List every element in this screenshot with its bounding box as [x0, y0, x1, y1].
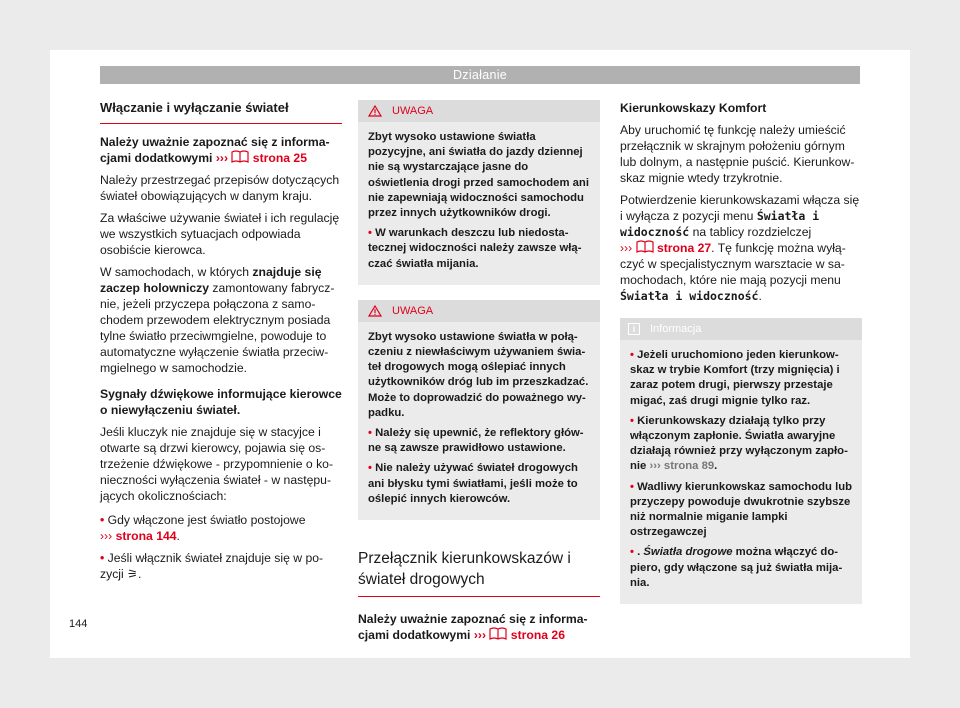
- info-list-item: [630, 348, 852, 409]
- text: Należy się upewnić, że reflektory główne są zawsze prawidłowo ustawione.: [368, 427, 584, 455]
- warning-box-1: [358, 100, 600, 285]
- info-body: [620, 340, 862, 604]
- text: Kierunkowskazy działają tylko przy włączonym zapłonie. Światła awaryjne działają również przy wyłączonym zapłonie: [630, 414, 848, 473]
- info-list-item: [630, 480, 852, 541]
- link-page-25[interactable]: strona 25: [252, 151, 307, 165]
- link-page-26[interactable]: strona 26: [510, 628, 565, 643]
- warning-label: UWAGA: [392, 304, 434, 317]
- ref-arrow: ›››: [620, 241, 633, 255]
- book-icon: [636, 240, 654, 253]
- text: Jeśli włącznik świateł znajduje się w pozycji: [100, 551, 324, 581]
- section-title-indicators: Przełącznik kierunkowskazów i świateł drogowych: [358, 548, 600, 597]
- page-number: 144: [69, 618, 88, 630]
- book-icon: [231, 150, 249, 163]
- text: .: [714, 460, 718, 473]
- menu-item-text: Światła i widoczność: [620, 209, 820, 239]
- paragraph: Za właściwe używanie świateł i ich regulację we wszystkich sytuacjach odpowiada osobiście kierowca.: [100, 211, 340, 257]
- text-italic: Światła drogowe: [643, 546, 733, 559]
- book-icon: [489, 627, 507, 640]
- info-list-item: [630, 414, 852, 475]
- text: .: [176, 529, 180, 543]
- text: W warunkach deszczu lub niedostatecznej widoczności należy zawsze włączać światła mijania.: [368, 227, 582, 270]
- subheading-comfort: Kierunkowskazy Komfort: [620, 101, 767, 115]
- text: Potwierdzenie kierunkowskazami włącza się i wyłącza z pozycji menu: [620, 193, 860, 223]
- intro-text: Należy uważnie zapoznać się z informacjami dodatkowymi: [358, 612, 588, 643]
- warning-text: Zbyt wysoko ustawione światła w połączeniu z niewłaściwym używaniem świateł drogowych mogą oślepiać innych użytkowników dróg lub im przeszkadzać. Może to doprowadzić do poważnego wypadku.: [368, 330, 589, 419]
- intro-note: [100, 134, 342, 166]
- column-right: [620, 100, 862, 604]
- link-page-144[interactable]: strona 144: [115, 529, 177, 543]
- text: .: [637, 546, 644, 559]
- warning-list-item: [368, 426, 590, 456]
- bullet-icon: •: [368, 227, 372, 240]
- ref-arrow: ›››: [473, 628, 487, 643]
- paragraph: Należy przestrzegać przepisów dotyczących świateł obowiązujących w danym kraju.: [100, 173, 340, 203]
- bullet-icon: •: [630, 414, 634, 427]
- paragraph-menu: [620, 192, 862, 304]
- light-symbol-icon: ⚞: [127, 567, 139, 581]
- warning-label: UWAGA: [392, 105, 434, 117]
- bullet-icon: •: [100, 513, 105, 527]
- intro-note: [358, 611, 600, 643]
- text: . Tę funkcję można wyłączyć w specjalistycznym warsztacie w samochodach, które nie mają pozycji menu: [620, 241, 846, 287]
- text: zamontowany fabrycznie, jeżeli przyczepa połączona z samochodem przewodem elektrycznym posiada tylne światło przeciwmgielne, powoduje to automatyczne wyłączenie światła przeciwmgielnego w samochodzie.: [100, 281, 335, 375]
- paragraph: Jeśli kluczyk nie znajduje się w stacyjce i otwarte są drzwi kierowcy, pojawia się ostrzeżenie dźwiękowe - przypomnienie o konieczności wyłączenia świateł - w następujących okolicznościach:: [100, 425, 334, 503]
- text: Jeżeli uruchomiono jeden kierunkowskaz w trybie Komfort (trzy mignięcia) i zaraz potem drugi, pierwszy przestaje migać, zaś drugi mignie tylko raz.: [630, 349, 840, 407]
- bullet-icon: •: [100, 551, 105, 565]
- link-page-89[interactable]: strona 89: [663, 460, 715, 473]
- info-header: [620, 318, 862, 340]
- info-box: [620, 318, 862, 604]
- paragraph: Aby uruchomić tę funkcję należy umieścić przełącznik w skrajnym położeniu górnym lub dolnym, a następnie puścić. Kierunkowskaz mignie wtedy trzykrotnie.: [620, 123, 855, 185]
- warning-body: [358, 122, 600, 285]
- bullet-icon: •: [630, 480, 634, 493]
- section-title-lights: Włączanie i wyłączanie świateł: [100, 100, 342, 124]
- paragraph-towbar: [100, 264, 342, 376]
- subheading-acoustic: Sygnały dźwiękowe informujące kierowce o niewyłączeniu świateł.: [100, 387, 342, 417]
- list-item: [100, 512, 342, 544]
- intro-text: Należy uważnie zapoznać się z informacjami dodatkowymi: [100, 135, 330, 165]
- list-item: [100, 550, 342, 582]
- info-icon: i: [628, 323, 640, 335]
- text: można włączyć dopiero, gdy włączone są już światła mijania.: [630, 546, 843, 589]
- menu-item-text: Światła i widoczność: [620, 289, 759, 303]
- ref-arrow: ›››: [649, 460, 661, 473]
- text: Gdy włączone jest światło postojowe: [107, 513, 306, 527]
- text: .: [138, 567, 142, 581]
- text: .: [758, 289, 762, 303]
- warning-triangle-icon: [368, 305, 382, 317]
- warning-list-item: [368, 226, 590, 272]
- bullet-icon: •: [630, 349, 634, 361]
- warning-text: Zbyt wysoko ustawione światła pozycyjne, ani światła do jazdy dziennej nie są wystarczające jasne do oświetlenia drogi przed samochodem ani nie zapewniają widoczności samochodu przez innych użytkowników drogi.: [368, 131, 589, 220]
- link-page-27[interactable]: strona 27: [656, 241, 712, 255]
- text: W samochodach, w których: [100, 265, 253, 279]
- bullet-icon: •: [368, 462, 372, 475]
- ref-arrow: ›››: [100, 529, 113, 543]
- column-middle: [358, 100, 600, 649]
- ref-arrow: ›››: [215, 151, 229, 165]
- warning-list-item: [368, 461, 590, 507]
- info-list-item: [630, 545, 852, 591]
- warning-triangle-icon: [368, 105, 382, 117]
- bullet-icon: •: [368, 427, 372, 440]
- warning-body: [358, 322, 600, 520]
- warning-header: [358, 100, 600, 122]
- warning-box-2: [358, 300, 600, 520]
- warning-header: [358, 300, 600, 322]
- header-bar: [100, 66, 860, 84]
- text-bold: znajduje się zaczep holowniczy: [100, 265, 322, 295]
- page-header-title: Działanie: [452, 68, 508, 82]
- text: Nie należy używać świateł drogowych ani błysku tymi światłami, jeśli może to oślepić innych kierowców.: [368, 462, 578, 505]
- text: na tablicy rozdzielczej: [689, 225, 812, 239]
- info-label: Informacja: [650, 323, 702, 335]
- bullet-icon: •: [630, 546, 634, 559]
- text: Wadliwy kierunkowskaz samochodu lub przyczepy powoduje dwukrotnie szybsze niż normalnie miganie lampki ostrzegawczej: [630, 480, 853, 539]
- column-left: [100, 100, 342, 588]
